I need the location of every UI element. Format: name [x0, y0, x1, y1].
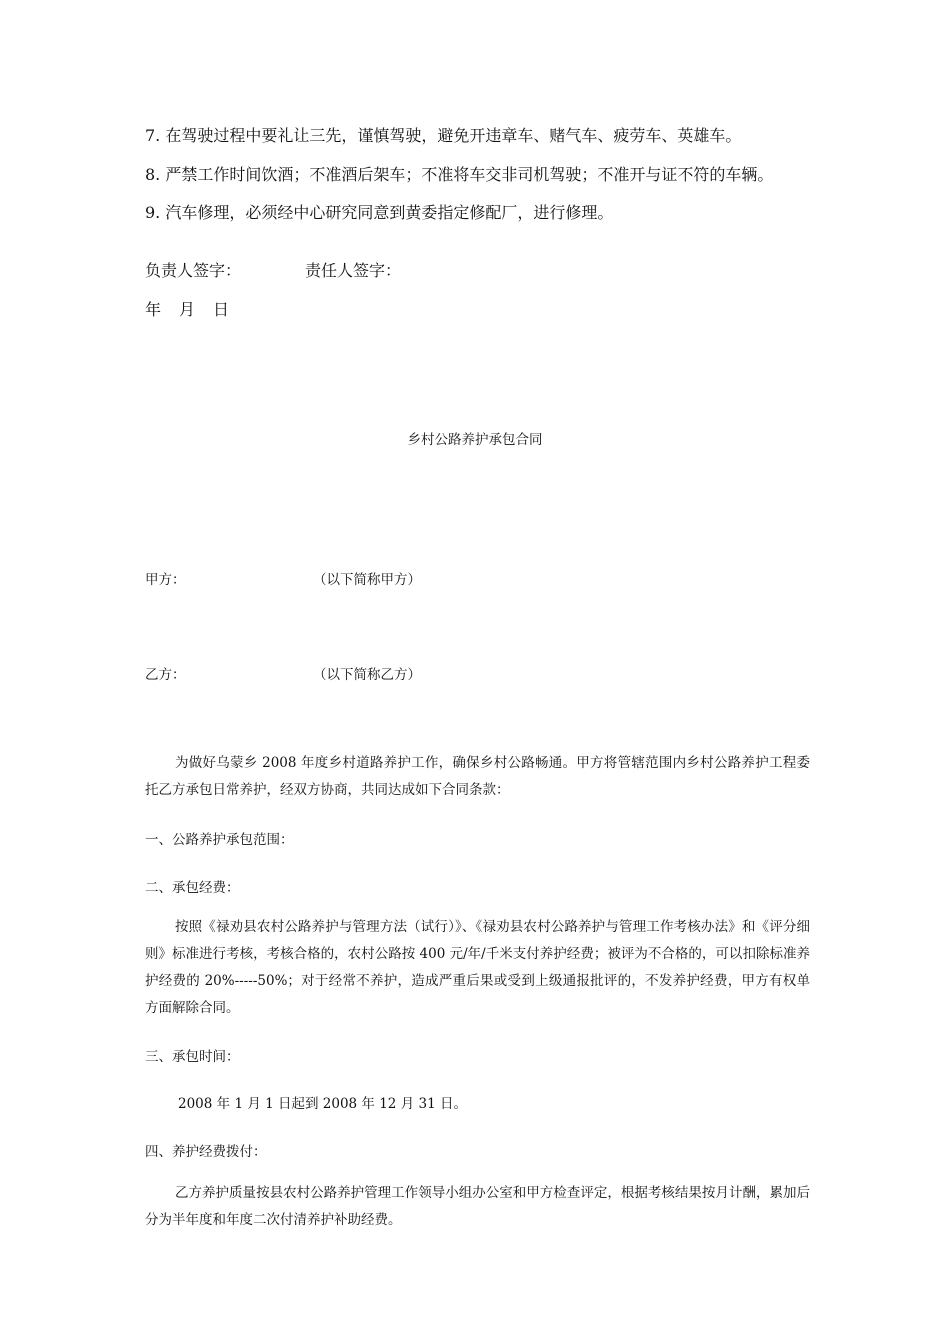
rule-8: 8. 严禁工作时间饮酒；不准酒后架车；不准将车交非司机驾驶；不准开与证不符的车辆。	[145, 165, 774, 184]
rule-7: 7. 在驾驶过程中要礼让三先，谨慎驾驶，避免开违章车、赌气车、疲劳车、英雄车。	[145, 126, 742, 145]
contract-title: 乡村公路养护承包合同	[407, 432, 543, 448]
rule-9: 9. 汽车修理，必须经中心研究同意到黄委指定修配厂，进行修理。	[145, 203, 614, 222]
party-b-note: （以下简称乙方）	[313, 667, 421, 683]
section-1-heading: 一、公路养护承包范围：	[145, 832, 294, 848]
section-3-body: 2008 年 1 月 1 日起到 2008 年 12 月 31 日。	[178, 1096, 467, 1112]
signature-line	[145, 258, 401, 281]
responsible-signature-label: 责任人签字：	[305, 261, 402, 280]
party-a-label: 甲方：	[145, 572, 186, 588]
date-month: 月	[179, 300, 196, 319]
date-day: 日	[213, 300, 230, 319]
date-line	[145, 297, 229, 320]
section-4-body: 乙方养护质量按县农村公路养护管理工作领导小组办公室和甲方检查评定，根据考核结果按月计酬，累加后分为半年度和年度二次付清养护补助经费。	[145, 1185, 810, 1228]
section-2-heading: 二、承包经费：	[145, 880, 240, 896]
section-3-heading: 三、承包时间：	[145, 1049, 240, 1065]
party-a-note: （以下简称甲方）	[313, 572, 421, 588]
party-b-label: 乙方：	[145, 667, 186, 683]
principal-signature-label: 负责人签字：	[145, 261, 242, 280]
section-2-body: 按照《禄劝县农村公路养护与管理方法（试行）》、《禄劝县农村公路养护与管理工作考核办法》和《评分细则》标准进行考核，考核合格的，农村公路按 400 元/年/千米支付养护经费；被评为不合格的，可以扣除标准养护经费的 20%-----50%；对于经常不养护，造成严重后果或受到上级通报批评的，不发养护经费，甲方有权单方面解除合同。	[145, 919, 810, 1016]
contract-intro: 为做好乌蒙乡 2008 年度乡村道路养护工作，确保乡村公路畅通。甲方将管辖范围内乡村公路养护工程委托乙方承包日常养护，经双方协商，共同达成如下合同条款：	[145, 755, 810, 798]
section-4-heading: 四、养护经费拨付：	[145, 1144, 267, 1160]
date-year: 年	[145, 300, 162, 319]
